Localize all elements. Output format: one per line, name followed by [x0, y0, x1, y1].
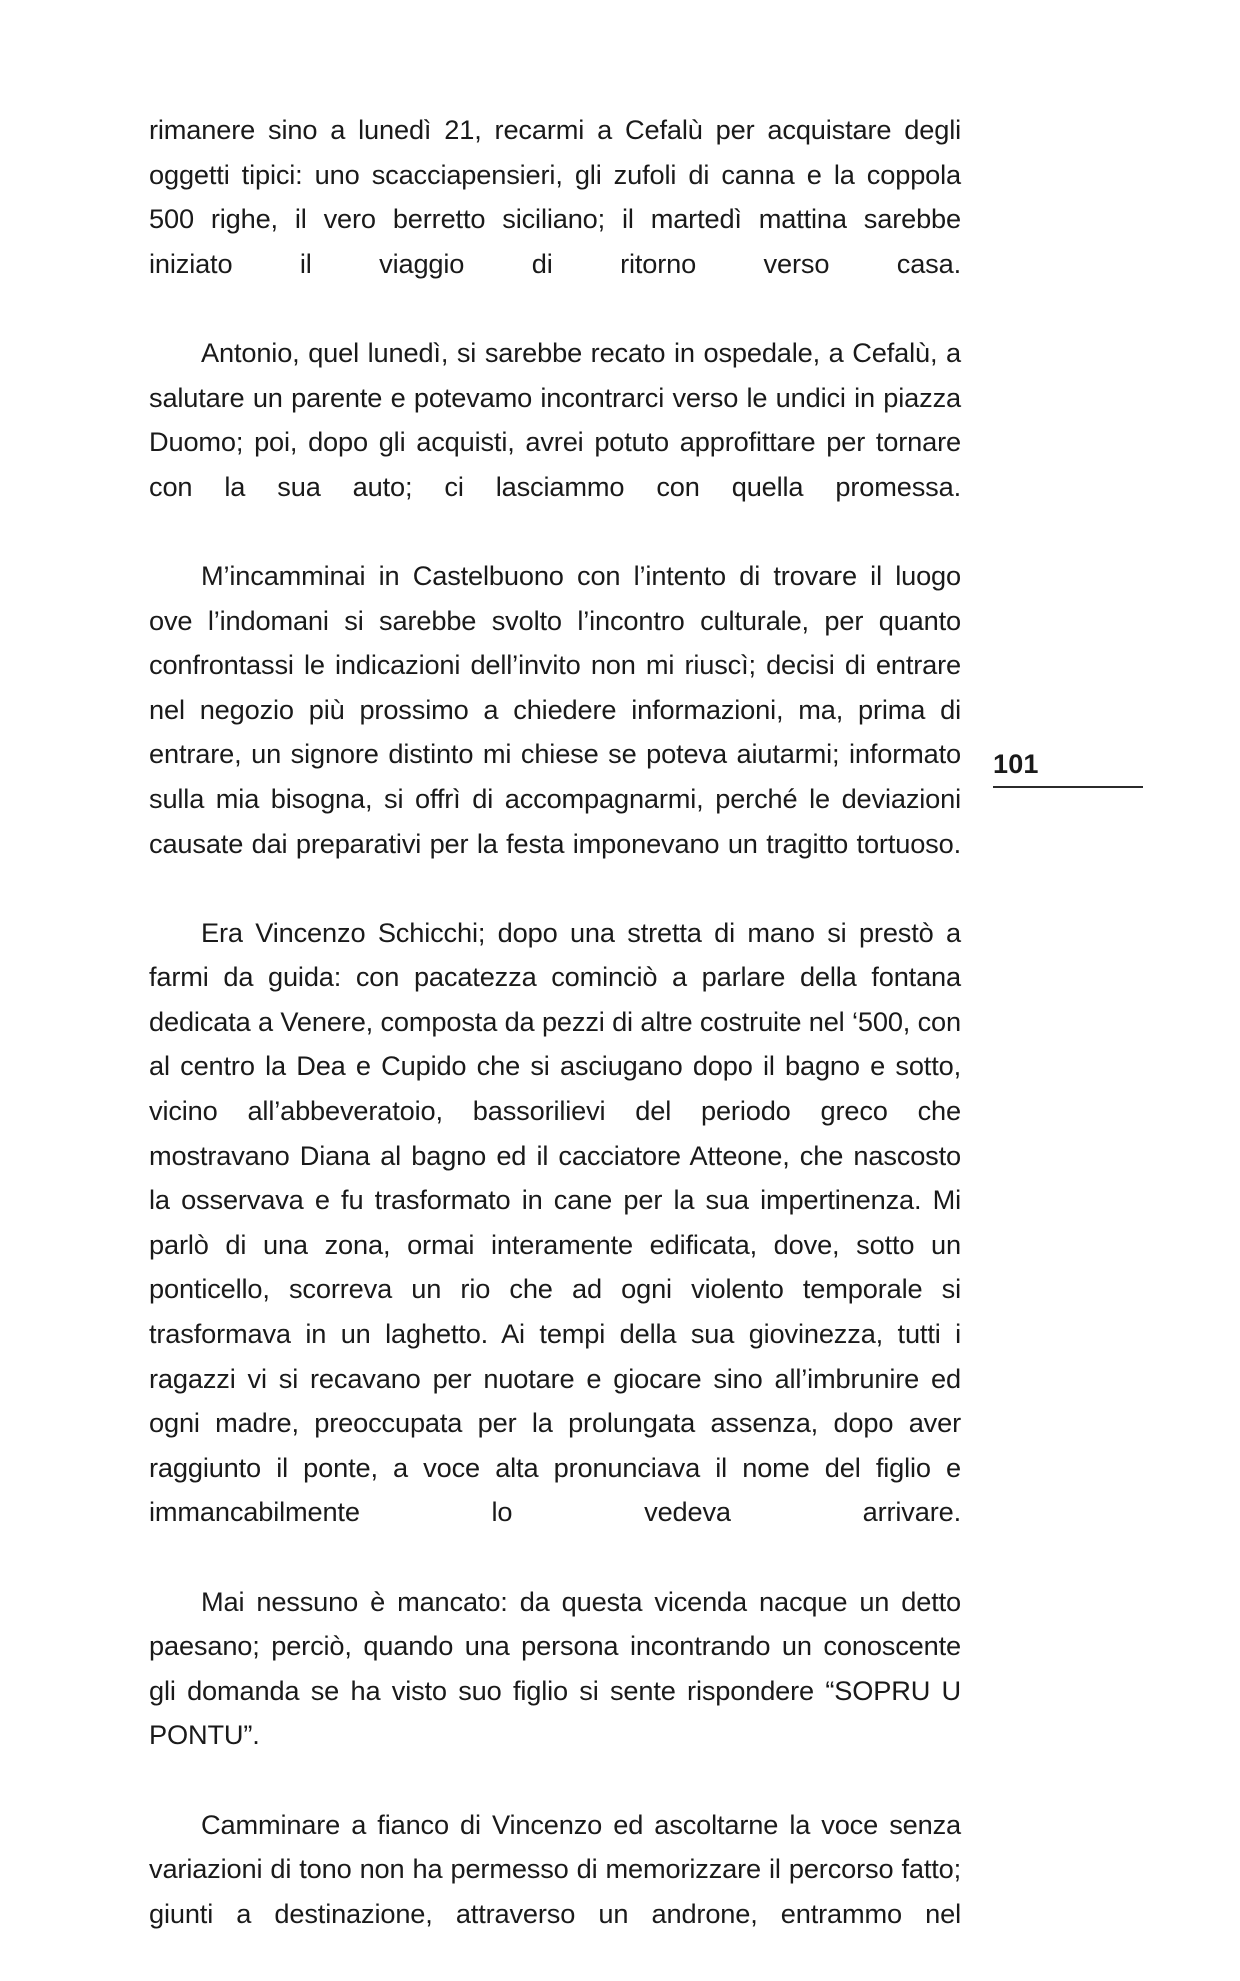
- paragraph-4: Era Vincenzo Schicchi; dopo una stretta di mano si prestò a farmi da guida: con pacatezza cominciò a parlare della fontana dedicata a Venere, composta da pezzi di altre costruite nel ‘500, con al centro la Dea e Cupido che si asciugano dopo il bagno e sotto, vicino all’abbeveratoio, bassorilievi del periodo greco che mostravano Diana al bagno ed il cacciatore Atteone, che nascosto la osservava e fu trasformato in cane per la sua impertinenza. Mi parlò di una zona, ormai interamente edificata, dove, sotto un ponticello, scorreva un rio che ad ogni violento temporale si trasformava in un laghetto. Ai tempi della sua giovinezza, tutti i ragazzi vi si recavano per nuotare e giocare sino all’imbrunire ed ogni madre, preoccupata per la prolungata assenza, dopo aver raggiunto il ponte, a voce alta pronunciava il nome del figlio e immancabilmente lo vedeva arrivare.: [149, 916, 961, 1528]
- folio-rule: [993, 786, 1143, 788]
- paragraph-5: Mai nessuno è mancato: da questa vicenda nacque un detto paesano; perciò, quando una persona incontrando un conoscente gli domanda se ha visto suo figlio si sente rispondere “SOPRU U PONTU”.: [149, 1585, 961, 1751]
- body-text-column: [149, 108, 961, 1981]
- page-number: 101: [993, 749, 1039, 779]
- paragraph-6: Camminare a fianco di Vincenzo ed ascoltarne la voce senza variazioni di tono non ha permesso di memorizzare il percorso fatto; giunti a destinazione, attraverso un androne, entrammo nel: [149, 1808, 961, 1929]
- page-folio: [993, 748, 1153, 780]
- paragraph-3: M’incamminai in Castelbuono con l’intento di trovare il luogo ove l’indomani si sarebbe svolto l’incontro culturale, per quanto confrontassi le indicazioni dell’invito non mi riuscì; decisi di entrare nel negozio più prossimo a chiedere informazioni, ma, prima di entrare, un signore distinto mi chiese se poteva aiutarmi; informato sulla mia bisogna, si offrì di accompagnarmi, perché le deviazioni causate dai preparativi per la festa imponevano un tragitto tortuoso.: [149, 559, 961, 859]
- paragraph-1: rimanere sino a lunedì 21, recarmi a Cefalù per acquistare degli oggetti tipici: uno scacciapensieri, gli zufoli di canna e la coppola 500 righe, il vero berretto siciliano; il martedì mattina sarebbe iniziato il viaggio di ritorno verso casa.: [149, 114, 961, 279]
- paragraph-2: Antonio, quel lunedì, si sarebbe recato in ospedale, a Cefalù, a salutare un parente e potevamo incontrarci verso le undici in piazza Duomo; poi, dopo gli acquisti, avrei potuto approfittare per tornare con la sua auto; ci lasciammo con quella promessa.: [149, 336, 961, 502]
